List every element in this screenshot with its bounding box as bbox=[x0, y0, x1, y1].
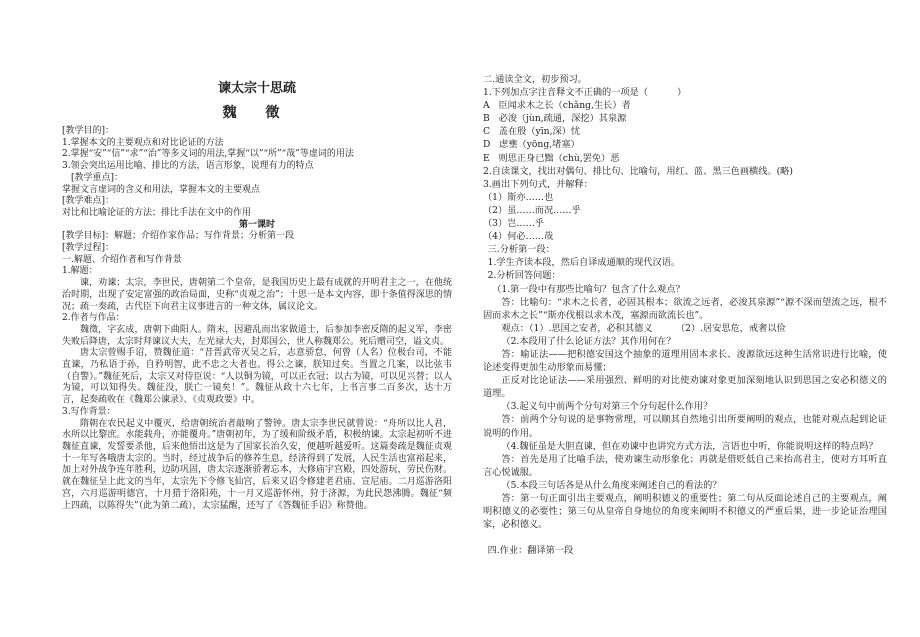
paragraph: D 虑壅（yōng,堵塞） bbox=[483, 139, 580, 151]
paragraph: 1.下列加点字注音释文不正确的一项是（ ） bbox=[483, 87, 687, 99]
paragraph: 答：喻证法——把积德安国这个抽象的道理用固本求长、浚源欲远这种生活常识进行比喻，使论述变得更加生动形象而易懂； bbox=[483, 348, 887, 374]
paragraph: [教学重点]： bbox=[71, 172, 124, 183]
paragraph: 3.领会突出运用比喻、排比的方法，语言形象，说理有力的特点 bbox=[62, 161, 314, 172]
paragraph: （1）斯亦……也 bbox=[483, 191, 554, 203]
paragraph: 3.写作背景： bbox=[62, 406, 116, 417]
paragraph: 四.作业：翻译第一段 bbox=[487, 545, 574, 557]
paragraph: 答：比喻句：“求木之长者，必固其根本；欲流之远者，必浚其泉源”“源不深而望流之远，根不固而求木之长”“斯亦伐根以求木茂，塞源而欲流长也”。 bbox=[483, 296, 887, 321]
paragraph: 掌握文言虚词的含义和用法，掌握本文的主要观点 bbox=[62, 184, 261, 195]
paragraph: 答：首先是用了比喻手法，使劝谏生动形象化；再就是借贬低自己来抬高君主，使对方耳听直言心悦诚服。 bbox=[483, 453, 887, 478]
left-body bbox=[62, 126, 452, 512]
paragraph: C 盖在殷（yīn,深）忧 bbox=[483, 126, 581, 138]
paragraph: E 则思正身已黜（chù,罢免）恶 bbox=[483, 152, 620, 164]
left-column bbox=[62, 80, 452, 512]
paragraph: 一.解题、介绍作者和写作背景 bbox=[62, 254, 182, 265]
paragraph: B 必浚（jùn,疏通，深挖）其泉源 bbox=[483, 113, 627, 125]
paragraph: 1.解题： bbox=[62, 266, 98, 277]
author-name: 魏 徵 bbox=[222, 105, 292, 121]
paragraph: 谏，劝谏；太宗，李世民，唐朝第二个皇帝，是我国历史上最有成就的开明君主之一，在他统治时期，出现了安定富强的政治局面，史称“贞观之治”；十思一是本文内容，即十条值得深思的情况；疏一奏疏，古代臣下向君主议事进言的一种文体，属议论文。 bbox=[62, 278, 452, 312]
paragraph: （4.魏征虽是大胆直谏，但在劝谏中也讲究方式方法，言语也中听，你能说明这样的特点吗？ bbox=[501, 440, 878, 452]
paragraph: 2.掌握“安”“信”“求”“治”等多义词的用法,掌握“以”“所”“哉”等虚词的用法 bbox=[62, 149, 354, 160]
paragraph: 答：第一句正面引出主要观点，阐明积德义的重要性；第二句从反面论述自己的主要观点，阐明积德义的必要性；第三句从皇帝自身地位的角度来阐明不积德义的严重后果，进一步论证治理国家，必积德义。 bbox=[483, 493, 887, 531]
paragraph: [教学过程]： bbox=[62, 243, 115, 254]
paragraph: 2.作者与作品： bbox=[62, 313, 125, 324]
paragraph: 观点：（1）.思国之安者，必积其德义 （2）.居安思危，戒奢以俭 bbox=[501, 322, 786, 334]
paragraph: [教学目的]： bbox=[62, 126, 115, 136]
paragraph: 对比和比喻论证的方法；排比手法在文中的作用 bbox=[62, 207, 252, 218]
paragraph: （2）虽……而况……乎 bbox=[483, 204, 581, 216]
paragraph: 三.分析第一段： bbox=[487, 244, 555, 256]
blank-line bbox=[483, 531, 887, 544]
paragraph: （3.起义句中前两个分句对第三个分句起什么作用？ bbox=[501, 401, 713, 413]
paragraph: 二.通读全文，初步预习。 bbox=[483, 74, 587, 85]
paragraph: [教学难点]： bbox=[62, 196, 115, 207]
right-column bbox=[483, 73, 887, 557]
paragraph: 2.分析回答问题： bbox=[487, 270, 561, 282]
paragraph: （3）岂……乎 bbox=[483, 218, 544, 230]
paragraph: 隋朝在农民起义中覆灭，给唐朝统治者敲响了警钟。唐太宗李世民就曾说：“舟所以比人君，水所以比黎庶。水能载舟，亦能覆舟。”唐朝初年，为了缓和阶级矛盾，积极纳谏。太宗起初听不进魏征直谏，发誓要杀他，后来他悟出这是为了国家长治久安，便越听越爱听。这篇奏疏是魏征贞观十一年写各哦唐太宗的。当时，经过战争后的修养生息，经济得到了发展，人民生活也富裕起来，加上对外战争连年胜利，边防巩固，唐太宗逐渐骄奢忘本，大修庙宇宫殿，四处游玩，劳民伤财。就在魏征呈上此文的当年，太宗先下令修飞仙宫，后来又诏令修建老君庙、宣尼庙。二月巡游洛阳宫，六月巡游明德宫，十月猎于洛阳苑，十一月又巡游怀州，狩于济源，为此民怨沸腾。魏征“频上四疏，以陈得失”（此为第二疏），太宗猛醒，还写了《答魏征手诏》称赞他。 bbox=[62, 418, 452, 511]
paragraph: 3.画出下列句式，并解释： bbox=[483, 178, 593, 190]
paragraph: 唐太宗曾赐手诏，赞魏征道：“昔晋武帝灭吴之后，志意骄怠，何曾（人名）位极台司，不能直谏，乃私语于孙，自矜明智，此不忠之大者也。得公之谏，朕知过矣。当置之几案，以比弦韦（自警）。”魏征死后，太宗又对侍臣说：“人以铜为镜，可以正衣冠；以古为镜，可以见兴替；以人为镜，可以知得失。魏征没，朕亡一镜矣！”。魏征从政十六七年，上书言事二百多次，达十万言，起奏疏收在《魏郑公谏录》、《贞观政要》中。 bbox=[62, 348, 452, 406]
paragraph: A 臣闻求木之长（chǎng,生长）者 bbox=[483, 100, 631, 112]
document-title: 谏太宗十思疏 bbox=[217, 81, 296, 96]
paragraph: （5.本段三句话各是从什么角度来阐述自己的看法的？ bbox=[501, 479, 722, 491]
section-heading: 第一课时 bbox=[238, 219, 275, 230]
paragraph: 1.学生齐读本段，然后自译成通顺的现代汉语。 bbox=[487, 257, 681, 269]
paragraph: 正反对比论证法——采用强烈、鲜明的对比使劝谏对象更加深刻地认识到思国之安必积德义的道理。 bbox=[483, 375, 887, 400]
paragraph: [教学目标]：解题；介绍作家作品；写作背景；分析第一段 bbox=[62, 231, 295, 242]
right-body bbox=[483, 73, 887, 557]
paragraph: 2.自读课文，找出对偶句、排比句、比喻句，用红、蓝、黑三色画横线。(略) bbox=[483, 165, 793, 177]
paragraph: （1.第一段中有那些比喻句？包含了什么观点？ bbox=[492, 283, 685, 295]
paragraph: 答：前两个分句说的是事物常理，可以顺其自然地引出所要阐明的观点，也能对观点起到论证说明的作用。 bbox=[483, 414, 887, 439]
paragraph: （2.本段用了什么论证方法？其作用何在？ bbox=[501, 335, 676, 347]
paragraph: 1.掌握本文的主要观点和对比论证的方法 bbox=[62, 137, 224, 148]
paragraph: 魏徵，字玄成，唐朝下曲阳人。隋末，因避乱而出家做道士，后参加李密反隋的起义军，李密失败后降唐，太宗时拜谏议大夫，左光禄大夫，封郑国公，世人称魏郑公。死后赠司空，谥文贞。 bbox=[62, 324, 452, 347]
paragraph: （4）何必……哉 bbox=[483, 231, 554, 243]
